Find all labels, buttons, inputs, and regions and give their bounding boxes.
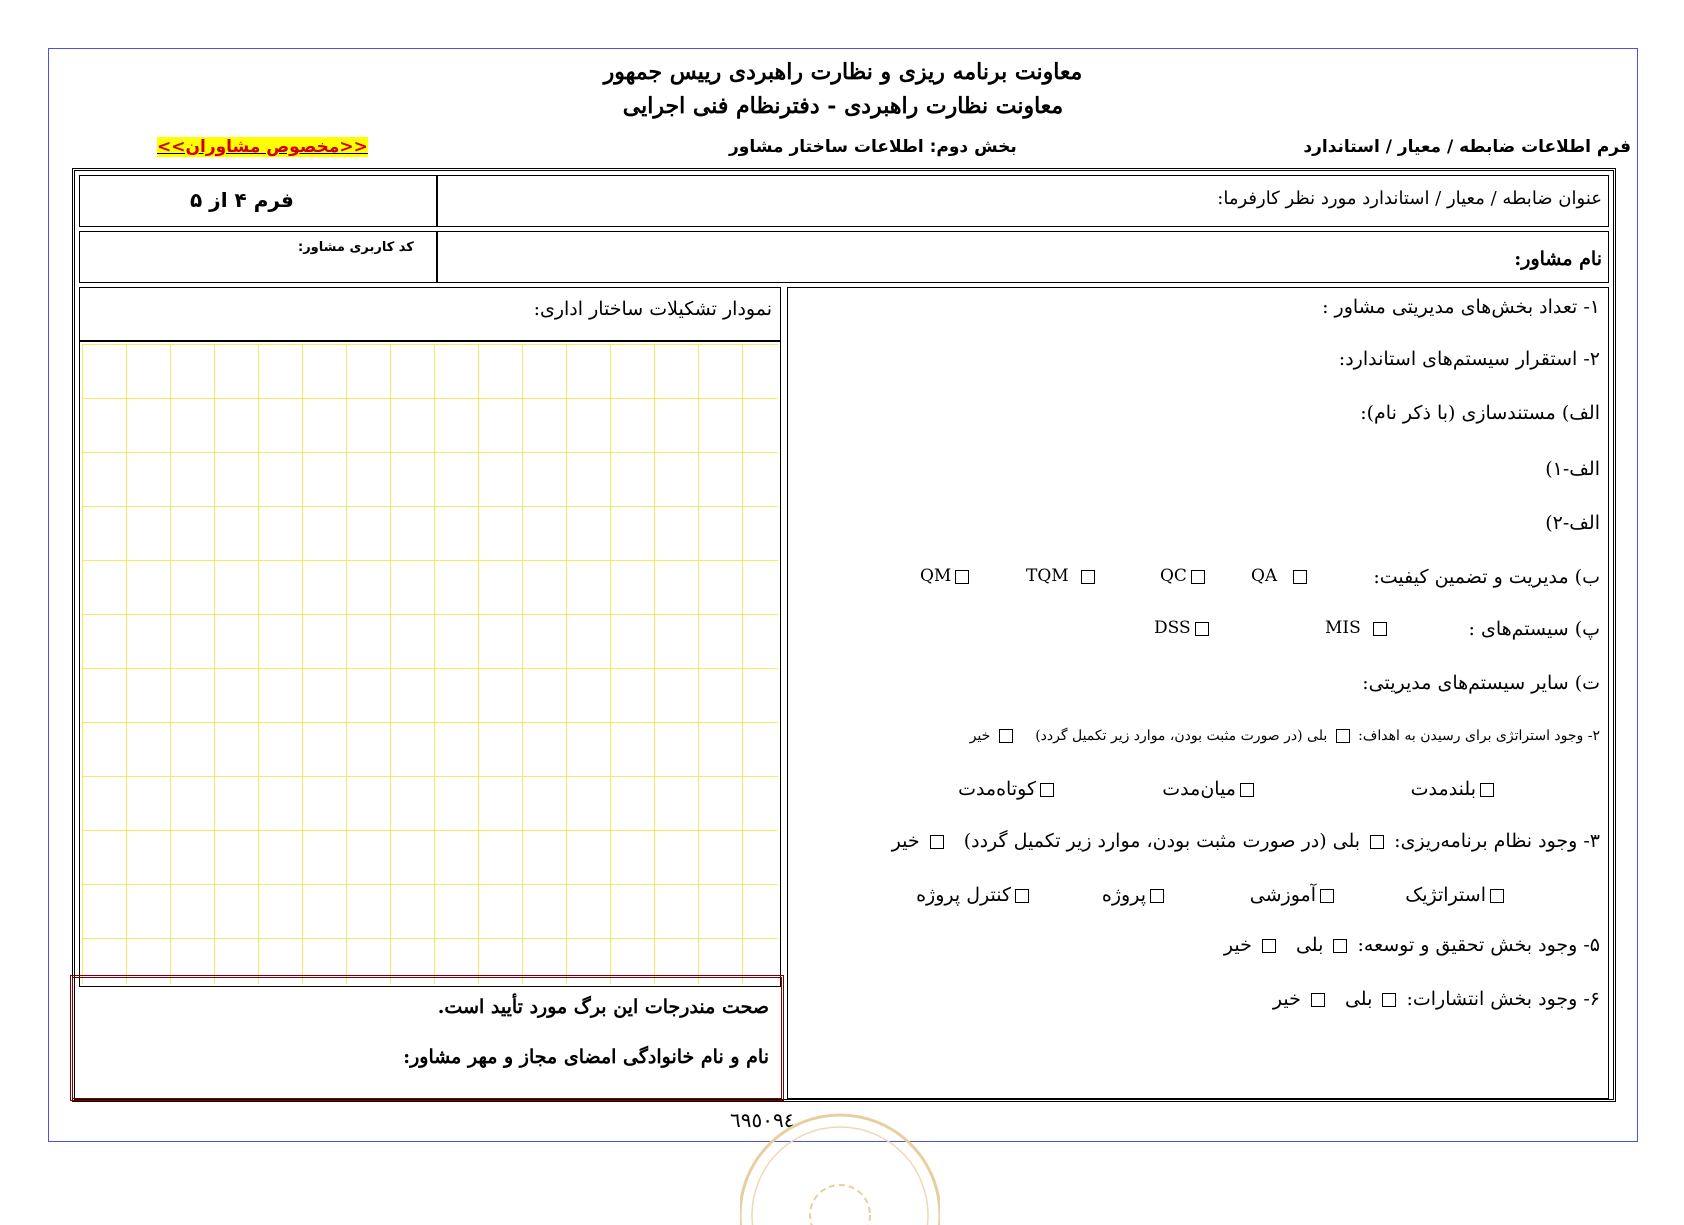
tqm-checkbox[interactable]	[1081, 570, 1095, 584]
rnd-row: ۵- وجود بخش تحقیق و توسعه: بلی خیر	[1223, 934, 1600, 956]
term-long[interactable]: بلندمدت	[1411, 778, 1498, 800]
q2b-label: ب) مدیریت و تضمین کیفیت:	[1373, 566, 1600, 588]
short-term-checkbox[interactable]	[1040, 783, 1054, 797]
planning-no-checkbox[interactable]	[930, 835, 944, 849]
qc-checkbox[interactable]	[1191, 570, 1205, 584]
rnd-label: ۵- وجود بخش تحقیق و توسعه:	[1357, 934, 1600, 956]
project-control-checkbox[interactable]	[1015, 889, 1029, 903]
form-type-label: فرم اطلاعات ضابطه / معیار / استاندارد	[1303, 137, 1631, 157]
divider	[80, 340, 780, 342]
plan-project[interactable]: پروژه	[1102, 884, 1168, 906]
rnd-no-checkbox[interactable]	[1262, 939, 1276, 953]
mid-term-checkbox[interactable]	[1240, 783, 1254, 797]
header-title-1: معاونت برنامه ریزی و نظارت راهبردی رییس جمهور	[603, 59, 1083, 85]
section-title: بخش دوم: اطلاعات ساختار مشاور	[729, 137, 1017, 157]
qm-checkbox[interactable]	[955, 570, 969, 584]
q2a2-label: الف-۲)	[1545, 512, 1600, 534]
header-title-2: معاونت نظارت راهبردی - دفترنظام فنی اجرایی	[622, 93, 1064, 119]
user-code-label: کد کاربری مشاور:	[298, 240, 414, 255]
q2a-label: الف) مستندسازی (با ذکر نام):	[1360, 402, 1600, 424]
project-checkbox[interactable]	[1150, 889, 1164, 903]
divider	[436, 232, 438, 282]
q1-label: ۱- تعداد بخش‌های مدیریتی مشاور :	[1322, 296, 1600, 318]
strategy-yes-label: بلی (در صورت مثبت بودن، موارد زیر تکمیل گردد)	[1035, 728, 1328, 744]
publications-label: ۶- وجود بخش انتشارات:	[1406, 988, 1600, 1010]
mis-checkbox[interactable]	[1373, 622, 1387, 636]
term-short[interactable]: کوتاه‌مدت	[958, 778, 1058, 800]
qc-option[interactable]: QC	[1160, 566, 1209, 586]
q2t-label: ت) سایر سیستم‌های مدیریتی:	[1362, 672, 1600, 694]
qm-option[interactable]: QM	[920, 566, 973, 586]
document-number: ٦٩٥٠٩٤	[730, 1108, 795, 1132]
strategy-label: ۲- وجود استراتژی برای رسیدن به اهداف:	[1358, 728, 1600, 744]
plan-training[interactable]: آموزشی	[1250, 884, 1338, 906]
dss-option[interactable]: DSS	[1154, 618, 1213, 638]
q2a1-label: الف-۱)	[1545, 458, 1600, 480]
org-chart-title: نمودار تشکیلات ساختار اداری:	[533, 298, 772, 320]
plan-project-control[interactable]: کنترل پروژه	[916, 884, 1033, 906]
planning-no-label: خیر	[891, 830, 920, 852]
planning-yes-checkbox[interactable]	[1370, 835, 1384, 849]
dss-checkbox[interactable]	[1195, 622, 1209, 636]
consultants-only-badge: <<مخصوص مشاوران>>	[157, 137, 368, 157]
planning-yes-label: بلی (در صورت مثبت بودن، موارد زیر تکمیل گردد)	[963, 830, 1361, 852]
standard-title-row	[79, 175, 1609, 227]
standard-title-label: عنوان ضابطه / معیار / استاندارد مورد نظر کارفرما:	[1217, 188, 1602, 209]
publications-yes-checkbox[interactable]	[1382, 993, 1396, 1007]
strategy-yes-checkbox[interactable]	[1336, 729, 1350, 743]
term-mid[interactable]: میان‌مدت	[1162, 778, 1258, 800]
signature-label: نام و نام خانوادگی امضای مجاز و مهر مشاور:	[403, 1046, 769, 1068]
questions-panel	[787, 287, 1609, 1099]
form-number: فرم ۴ از ۵	[190, 188, 294, 212]
publications-no-checkbox[interactable]	[1311, 993, 1325, 1007]
strategic-checkbox[interactable]	[1490, 889, 1504, 903]
confirmation-text: صحت مندرجات این برگ مورد تأیید است.	[437, 996, 769, 1018]
long-term-checkbox[interactable]	[1480, 783, 1494, 797]
form-table	[72, 168, 1616, 1102]
q2-label: ۲- استقرار سیستم‌های استاندارد:	[1338, 348, 1600, 370]
org-chart-panel	[79, 287, 781, 987]
tqm-option[interactable]: TQM	[1026, 566, 1099, 586]
planning-row	[892, 830, 1600, 852]
plan-strategic[interactable]: استراتژیک	[1405, 884, 1508, 906]
training-checkbox[interactable]	[1320, 889, 1334, 903]
consultant-name-row	[79, 231, 1609, 283]
q2p-label: پ) سیستم‌های :	[1468, 618, 1600, 640]
divider	[436, 176, 438, 226]
watermark-seal	[740, 1105, 940, 1225]
publications-row: ۶- وجود بخش انتشارات: بلی خیر	[1272, 988, 1600, 1010]
strategy-no-label: خیر	[969, 728, 991, 744]
qa-checkbox[interactable]	[1293, 570, 1307, 584]
qa-option[interactable]: QA	[1251, 566, 1311, 586]
rnd-yes-checkbox[interactable]	[1333, 939, 1347, 953]
planning-label: ۳- وجود نظام برنامه‌ریزی:	[1394, 830, 1600, 852]
org-chart-grid[interactable]	[82, 344, 778, 984]
consultant-name-label: نام مشاور:	[1514, 248, 1602, 270]
strategy-no-checkbox[interactable]	[999, 729, 1013, 743]
strategy-row	[970, 728, 1600, 744]
mis-option[interactable]: MIS	[1325, 618, 1391, 638]
signature-box	[70, 975, 784, 1101]
